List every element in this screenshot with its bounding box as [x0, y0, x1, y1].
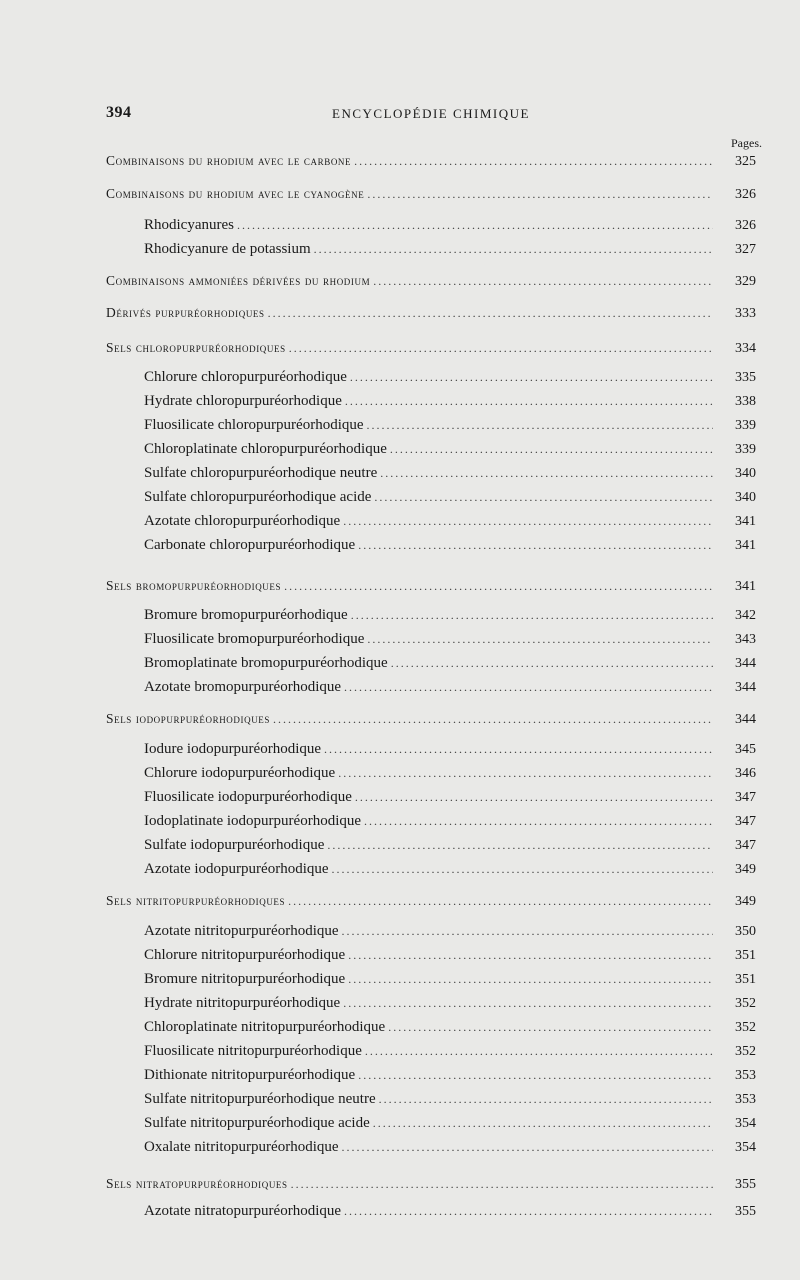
entry-title: Azotate iodopurpuréorhodique — [144, 861, 329, 877]
toc-entry — [144, 441, 756, 463]
page-reference: 341 — [735, 579, 756, 594]
entry-title: Fluosilicate nitritopurpuréorhodique — [144, 1043, 362, 1059]
dot-leader — [367, 418, 713, 433]
dot-leader — [354, 154, 713, 169]
dot-leader — [374, 490, 713, 505]
entry-title: Azotate chloropurpuréorhodique — [144, 513, 341, 529]
dot-leader — [342, 924, 713, 939]
section-title: Sels iodopurpuréorhodiques — [106, 711, 270, 726]
toc-entry — [144, 489, 756, 511]
toc-entry — [144, 923, 756, 945]
entry-title: Iodure iodopurpuréorhodique — [144, 741, 322, 757]
page-reference: 344 — [735, 680, 756, 695]
entry-title: Azotate nitritopurpuréorhodique — [144, 923, 339, 939]
page-reference: 352 — [735, 1020, 756, 1035]
page-reference: 351 — [735, 948, 756, 963]
page-reference: 352 — [735, 1044, 756, 1059]
page-reference: 354 — [735, 1116, 756, 1131]
toc-entry — [144, 537, 756, 559]
page-reference: 353 — [735, 1092, 756, 1107]
page-reference: 347 — [735, 814, 756, 829]
dot-leader — [344, 1204, 713, 1219]
toc-entry — [144, 417, 756, 439]
entry-title: Bromoplatinate bromopurpuréorhodique — [144, 655, 388, 671]
toc-entry — [144, 631, 756, 653]
entry-title: Chlorure nitritopurpuréorhodique — [144, 947, 346, 963]
entry-title: Bromure nitritopurpuréorhodique — [144, 971, 346, 987]
page-reference: 326 — [735, 187, 756, 202]
entry-title: Fluosilicate bromopurpuréorhodique — [144, 631, 365, 647]
dot-leader — [379, 1092, 713, 1107]
page-reference: 329 — [735, 274, 756, 289]
page-reference: 344 — [735, 656, 756, 671]
dot-leader — [391, 656, 713, 671]
dot-leader — [343, 996, 713, 1011]
entry-title: Azotate bromopurpuréorhodique — [144, 679, 342, 695]
page-reference: 340 — [735, 466, 756, 481]
page-reference: 341 — [735, 514, 756, 529]
toc-section — [106, 893, 766, 915]
page-reference: 327 — [735, 242, 756, 257]
toc-entry — [144, 465, 756, 487]
dot-leader — [365, 1044, 713, 1059]
toc-section — [106, 1176, 766, 1198]
dot-leader — [338, 766, 713, 781]
page-reference: 347 — [735, 838, 756, 853]
dot-leader — [314, 242, 713, 257]
dot-leader — [358, 1068, 713, 1083]
pages-column-label: Pages. — [731, 136, 762, 150]
section-title: Sels bromopurpuréorhodiques — [106, 578, 282, 593]
section-title: Sels nitratopurpuréorhodiques — [106, 1176, 288, 1191]
entry-title: Bromure bromopurpuréorhodique — [144, 607, 348, 623]
toc-entry — [144, 971, 756, 993]
toc-entry — [144, 1203, 756, 1225]
dot-leader — [350, 370, 713, 385]
page-reference: 354 — [735, 1140, 756, 1155]
page-reference: 344 — [735, 712, 756, 727]
dot-leader — [351, 608, 713, 623]
running-title: ENCYCLOPÉDIE CHIMIQUE — [332, 106, 530, 121]
section-title: Sels chloropurpuréorhodiques — [106, 340, 286, 355]
entry-title: Sulfate nitritopurpuréorhodique neutre — [144, 1091, 376, 1107]
toc-entry — [144, 1115, 756, 1137]
toc-entry — [144, 1067, 756, 1089]
dot-leader — [364, 814, 713, 829]
page-number: 394 — [106, 104, 132, 121]
page-reference: 333 — [735, 306, 756, 321]
page-reference: 345 — [735, 742, 756, 757]
entry-title: Hydrate chloropurpuréorhodique — [144, 393, 342, 409]
toc-section — [106, 578, 766, 600]
dot-leader — [345, 394, 713, 409]
page-reference: 347 — [735, 790, 756, 805]
dot-leader — [237, 218, 713, 233]
dot-leader — [284, 579, 713, 594]
page-reference: 352 — [735, 996, 756, 1011]
page-reference: 346 — [735, 766, 756, 781]
page-reference: 351 — [735, 972, 756, 987]
page-reference: 355 — [735, 1177, 756, 1192]
dot-leader — [373, 274, 713, 289]
toc-entry — [144, 813, 756, 835]
page-reference: 350 — [735, 924, 756, 939]
section-title: Sels nitritopurpuréorhodiques — [106, 893, 286, 908]
page-reference: 325 — [735, 154, 756, 169]
dot-leader — [380, 466, 713, 481]
toc-entry — [144, 607, 756, 629]
entry-title: Chloroplatinate chloropurpuréorhodique — [144, 441, 387, 457]
dot-leader — [327, 838, 713, 853]
toc-section — [106, 153, 766, 175]
toc-section — [106, 186, 766, 208]
dot-leader — [291, 1177, 713, 1192]
entry-title: Carbonate chloropurpuréorhodique — [144, 537, 356, 553]
toc-entry — [144, 369, 756, 391]
page-reference: 339 — [735, 442, 756, 457]
toc-entry — [144, 789, 756, 811]
page-reference: 326 — [735, 218, 756, 233]
entry-title: Fluosilicate iodopurpuréorhodique — [144, 789, 352, 805]
toc-entry — [144, 741, 756, 763]
toc-section — [106, 340, 766, 362]
toc-entry — [144, 655, 756, 677]
entry-title: Chloroplatinate nitritopurpuréorhodique — [144, 1019, 386, 1035]
toc-entry — [144, 765, 756, 787]
toc-section — [106, 305, 766, 327]
dot-leader — [289, 341, 713, 356]
toc-entry — [144, 861, 756, 883]
toc-section — [106, 711, 766, 733]
entry-title: Fluosilicate chloropurpuréorhodique — [144, 417, 364, 433]
entry-title: Chlorure chloropurpuréorhodique — [144, 369, 347, 385]
dot-leader — [373, 1116, 713, 1131]
page-reference: 343 — [735, 632, 756, 647]
dot-leader — [348, 972, 713, 987]
dot-leader — [288, 894, 713, 909]
page-reference: 339 — [735, 418, 756, 433]
dot-leader — [367, 632, 713, 647]
toc-entry — [144, 217, 756, 239]
section-title: Combinaisons du rhodium avec le carbone — [106, 153, 352, 168]
page-reference: 349 — [735, 894, 756, 909]
dot-leader — [390, 442, 713, 457]
entry-title: Hydrate nitritopurpuréorhodique — [144, 995, 341, 1011]
toc-section — [106, 273, 766, 295]
page-reference: 335 — [735, 370, 756, 385]
dot-leader — [348, 948, 713, 963]
page-reference: 340 — [735, 490, 756, 505]
entry-title: Sulfate chloropurpuréorhodique acide — [144, 489, 372, 505]
entry-title: Sulfate iodopurpuréorhodique — [144, 837, 325, 853]
page-reference: 334 — [735, 341, 756, 356]
toc-entry — [144, 1019, 756, 1041]
entry-title: Sulfate chloropurpuréorhodique neutre — [144, 465, 378, 481]
toc-entry — [144, 513, 756, 535]
entry-title: Dithionate nitritopurpuréorhodique — [144, 1067, 356, 1083]
toc-entry — [144, 837, 756, 859]
dot-leader — [343, 514, 713, 529]
section-title: Combinaisons ammoniées dérivées du rhodium — [106, 273, 371, 288]
dot-leader — [388, 1020, 713, 1035]
entry-title: Azotate nitratopurpuréorhodique — [144, 1203, 342, 1219]
page-reference: 355 — [735, 1204, 756, 1219]
toc-entry — [144, 1043, 756, 1065]
section-title: Combinaisons du rhodium avec le cyanogène — [106, 186, 365, 201]
dot-leader — [332, 862, 713, 877]
page-reference: 338 — [735, 394, 756, 409]
toc-entry — [144, 241, 756, 263]
toc-entry — [144, 947, 756, 969]
entry-title: Rhodicyanures — [144, 217, 234, 233]
page-reference: 342 — [735, 608, 756, 623]
dot-leader — [342, 1140, 713, 1155]
dot-leader — [367, 187, 713, 202]
entry-title: Oxalate nitritopurpuréorhodique — [144, 1139, 339, 1155]
page-reference: 349 — [735, 862, 756, 877]
dot-leader — [344, 680, 713, 695]
page-reference: 341 — [735, 538, 756, 553]
toc-entry — [144, 393, 756, 415]
entry-title: Chlorure iodopurpuréorhodique — [144, 765, 336, 781]
page-header — [106, 104, 756, 132]
section-title: Dérivés purpuréorhodiques — [106, 305, 265, 320]
entry-title: Iodoplatinate iodopurpuréorhodique — [144, 813, 362, 829]
dot-leader — [268, 306, 713, 321]
entry-title: Sulfate nitritopurpuréorhodique acide — [144, 1115, 370, 1131]
dot-leader — [355, 790, 713, 805]
dot-leader — [324, 742, 713, 757]
toc-entry — [144, 679, 756, 701]
entry-title: Rhodicyanure de potassium — [144, 241, 311, 257]
dot-leader — [273, 712, 713, 727]
page-reference: 353 — [735, 1068, 756, 1083]
dot-leader — [358, 538, 713, 553]
toc-entry — [144, 1139, 756, 1161]
toc-entry — [144, 995, 756, 1017]
toc-entry — [144, 1091, 756, 1113]
